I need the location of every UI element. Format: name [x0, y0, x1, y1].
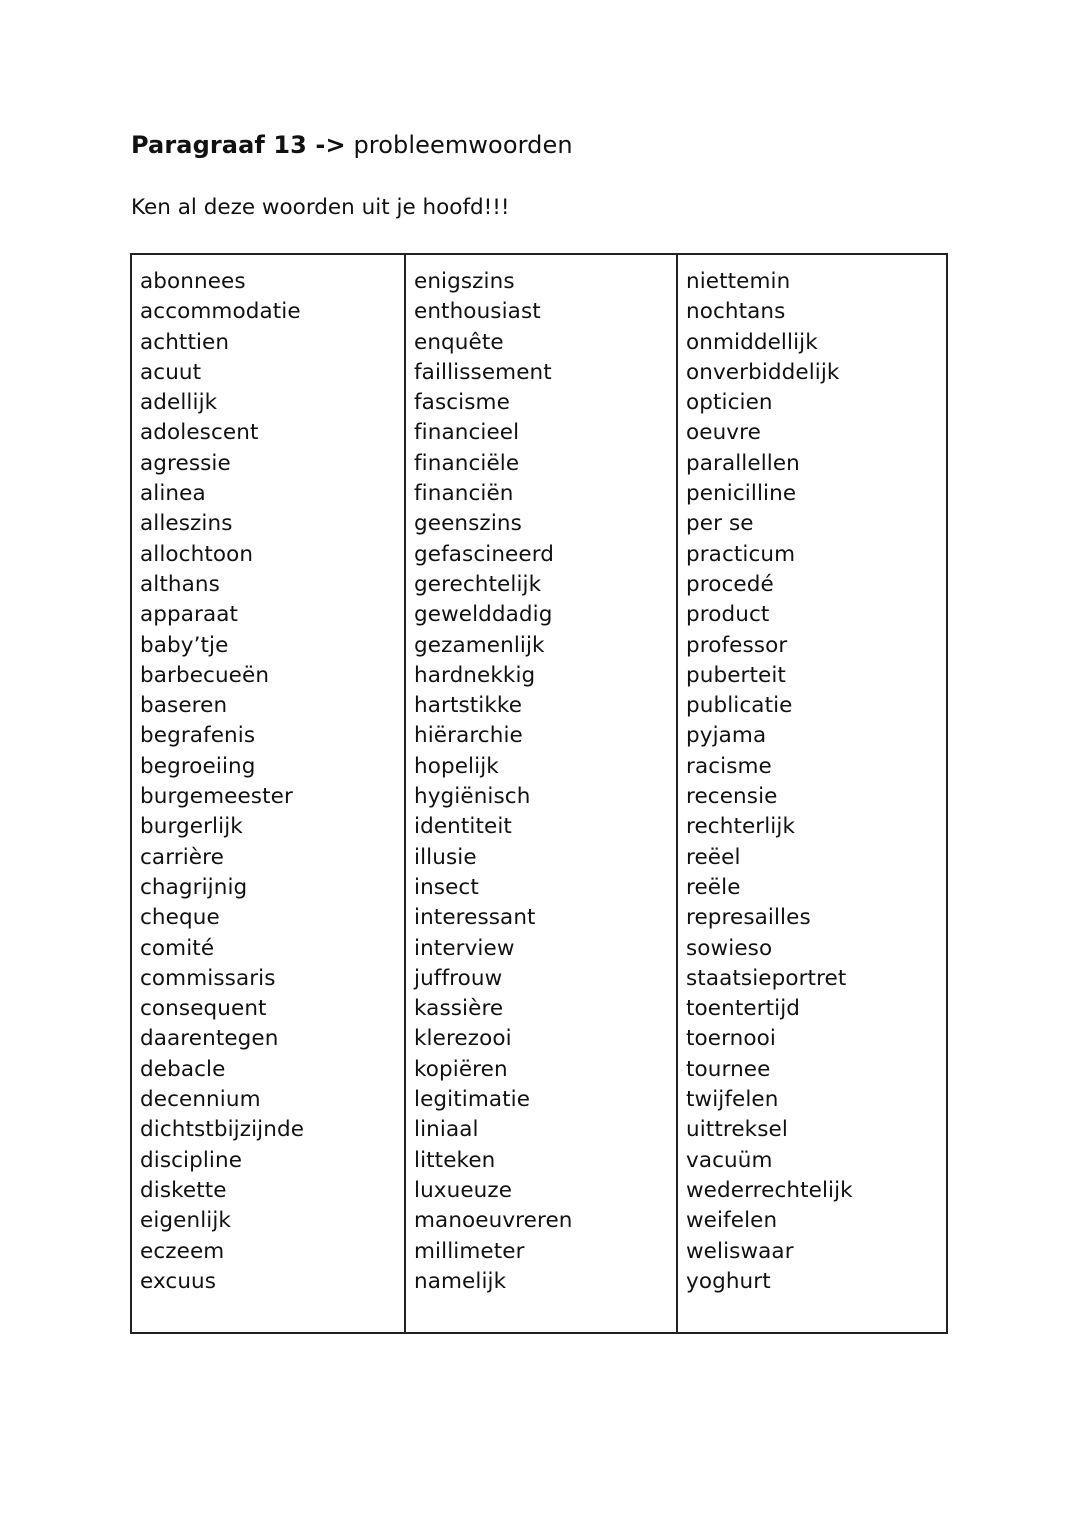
word-item: begrafenis: [140, 723, 256, 749]
word-item: uittreksel: [686, 1117, 788, 1143]
word-item: weifelen: [686, 1208, 778, 1234]
word-item: reële: [686, 874, 741, 900]
word-item: staatsieportret: [686, 965, 847, 991]
word-item: allochtoon: [140, 541, 254, 567]
word-item: insect: [414, 874, 479, 900]
word-item: consequent: [140, 996, 267, 1022]
word-item: financieel: [414, 420, 520, 446]
word-item: burgemeester: [140, 784, 293, 810]
word-item: gerechtelijk: [414, 571, 542, 597]
word-item: alleszins: [140, 511, 233, 537]
word-item: althans: [140, 571, 220, 597]
word-item: onverbiddelijk: [686, 359, 840, 385]
word-item: niettemin: [686, 269, 791, 294]
word-item: daarentegen: [140, 1026, 279, 1052]
word-item: eigenlijk: [140, 1208, 231, 1234]
word-item: publicatie: [686, 693, 793, 719]
word-item: nochtans: [686, 299, 786, 325]
word-item: adellijk: [140, 390, 218, 416]
word-list: [686, 267, 946, 1297]
word-item: yoghurt: [686, 1268, 771, 1294]
word-list: [414, 267, 676, 1297]
word-item: manoeuvreren: [414, 1208, 573, 1234]
word-item: identiteit: [414, 814, 512, 840]
word-item: weliswaar: [686, 1238, 794, 1264]
word-item: illusie: [414, 844, 477, 870]
word-item: tournee: [686, 1056, 771, 1082]
word-item: agressie: [140, 450, 231, 476]
word-item: cheque: [140, 905, 220, 931]
word-item: achttien: [140, 329, 230, 355]
word-column-2: [404, 255, 676, 1332]
word-item: decennium: [140, 1087, 261, 1113]
word-item: fascisme: [414, 390, 510, 416]
word-item: alinea: [140, 481, 206, 507]
word-table: [130, 253, 948, 1334]
word-item: penicilline: [686, 481, 797, 507]
word-item: sowieso: [686, 935, 773, 961]
word-list: [140, 267, 404, 1297]
word-item: discipline: [140, 1147, 243, 1173]
word-item: practicum: [686, 541, 796, 567]
word-item: gezamenlijk: [414, 632, 545, 658]
word-item: juffrouw: [414, 965, 503, 991]
word-item: barbecueën: [140, 662, 270, 688]
word-item: acuut: [140, 359, 202, 385]
word-item: racisme: [686, 753, 772, 779]
word-item: hygiënisch: [414, 784, 531, 810]
word-item: baseren: [140, 693, 228, 719]
word-item: financiën: [414, 481, 514, 507]
word-item: eczeem: [140, 1238, 225, 1264]
word-item: hopelijk: [414, 753, 499, 779]
word-item: reëel: [686, 844, 741, 870]
page-title: [131, 128, 573, 162]
word-item: faillissement: [414, 359, 552, 385]
word-item: wederrechtelijk: [686, 1177, 853, 1203]
word-item: hiërarchie: [414, 723, 523, 749]
word-item: toentertijd: [686, 996, 801, 1022]
word-item: geenszins: [414, 511, 522, 537]
word-item: procedé: [686, 571, 774, 597]
word-item: legitimatie: [414, 1087, 531, 1113]
word-item: recensie: [686, 784, 778, 810]
word-item: oeuvre: [686, 420, 761, 446]
word-item: financiële: [414, 450, 520, 476]
word-column-3: [676, 255, 946, 1332]
word-item: comité: [140, 935, 215, 961]
word-item: rechterlijk: [686, 814, 796, 840]
word-item: debacle: [140, 1056, 226, 1082]
word-item: begroeiing: [140, 753, 256, 779]
word-item: interessant: [414, 905, 536, 931]
word-item: twijfelen: [686, 1087, 779, 1113]
word-item: luxueuze: [414, 1177, 513, 1203]
instruction-text: Ken al deze woorden uit je hoofd!!!: [131, 195, 510, 220]
word-item: professor: [686, 632, 788, 658]
word-item: commissaris: [140, 965, 276, 991]
word-item: vacuüm: [686, 1147, 773, 1173]
word-item: gewelddadig: [414, 602, 553, 628]
word-item: product: [686, 602, 770, 628]
word-item: chagrijnig: [140, 874, 248, 900]
word-column-1: [132, 255, 404, 1332]
word-item: millimeter: [414, 1238, 525, 1264]
word-item: litteken: [414, 1147, 496, 1173]
page-title-topic: probleemwoorden: [353, 131, 573, 159]
word-item: kopiëren: [414, 1056, 508, 1082]
word-item: enthousiast: [414, 299, 541, 325]
word-item: enigszins: [414, 269, 515, 294]
word-item: apparaat: [140, 602, 239, 628]
word-item: interview: [414, 935, 515, 961]
word-item: gefascineerd: [414, 541, 555, 567]
word-item: per se: [686, 511, 754, 537]
word-item: abonnees: [140, 269, 246, 294]
word-item: klerezooi: [414, 1026, 512, 1052]
word-item: carrière: [140, 844, 224, 870]
word-item: hartstikke: [414, 693, 523, 719]
word-item: enquête: [414, 329, 504, 355]
word-item: kassière: [414, 996, 504, 1022]
word-item: burgerlijk: [140, 814, 243, 840]
word-item: accommodatie: [140, 299, 301, 325]
word-item: opticien: [686, 390, 773, 416]
word-item: namelijk: [414, 1268, 507, 1294]
word-item: baby’tje: [140, 632, 229, 658]
word-item: liniaal: [414, 1117, 479, 1143]
word-item: dichtstbijzijnde: [140, 1117, 305, 1143]
word-item: pyjama: [686, 723, 767, 749]
page-title-section: Paragraaf 13 ->: [131, 131, 346, 159]
word-item: diskette: [140, 1177, 227, 1203]
word-item: parallellen: [686, 450, 800, 476]
word-item: hardnekkig: [414, 662, 536, 688]
word-item: represailles: [686, 905, 811, 931]
word-item: toernooi: [686, 1026, 776, 1052]
word-item: excuus: [140, 1268, 217, 1294]
word-item: adolescent: [140, 420, 259, 446]
word-item: puberteit: [686, 662, 786, 688]
word-item: onmiddellijk: [686, 329, 818, 355]
